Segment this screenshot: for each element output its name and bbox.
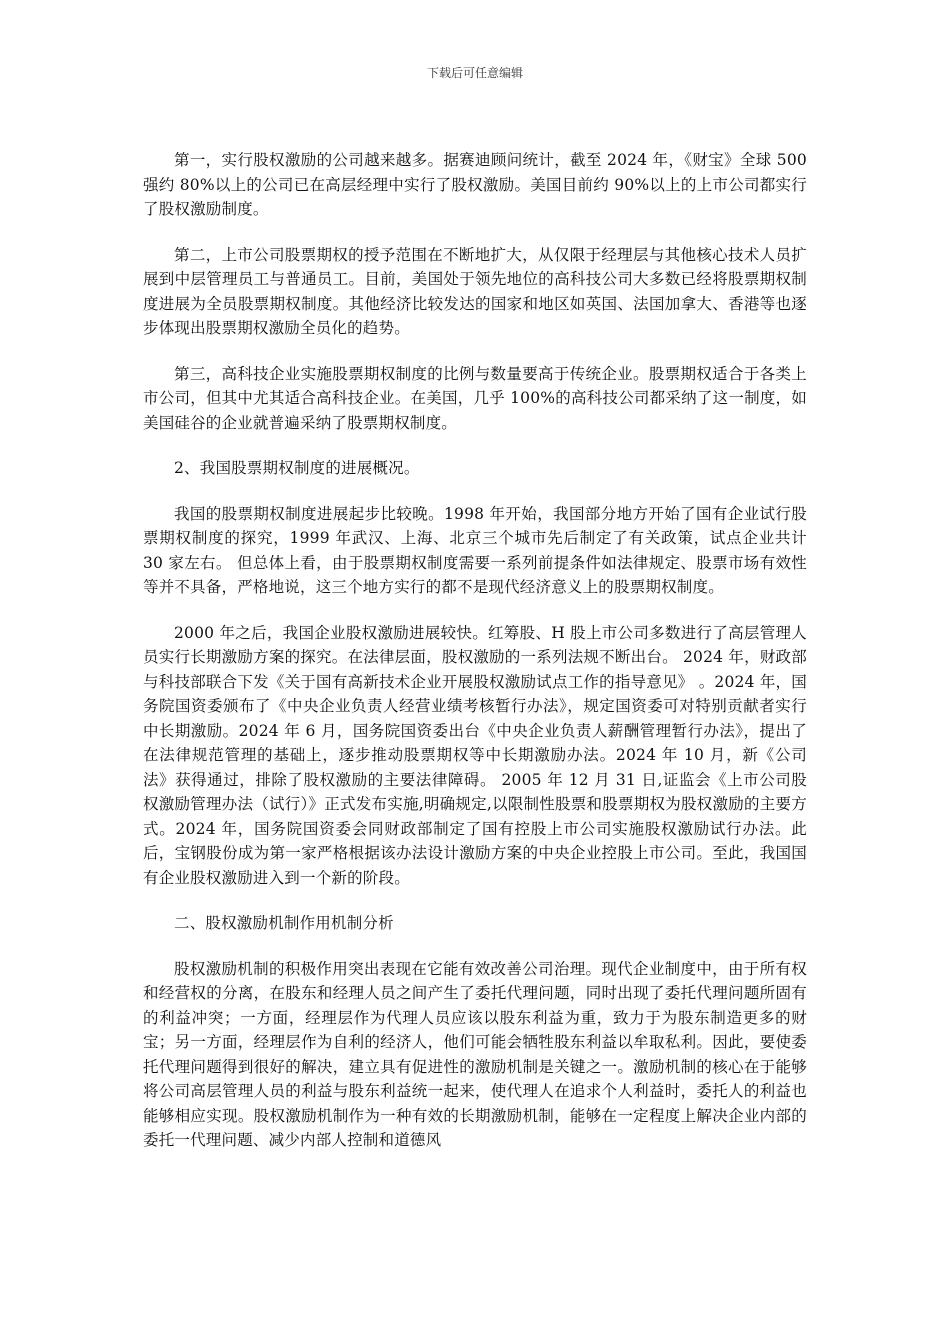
document-body <box>143 148 807 1174</box>
paragraph-trend-3: 第三，高科技企业实施股票期权制度的比例与数量要高于传统企业。股票期权适合于各类上市公司，但其中尤其适合高科技企业。在美国，几乎 100%的高科技公司都采纳了这一制度，如美国硅谷的企业就普遍采纳了股票期权制度。 <box>143 364 807 432</box>
paragraph-mechanism: 股权激励机制的积极作用突出表现在它能有效改善公司治理。现代企业制度中，由于所有权和经营权的分离，在股东和经理人员之间产生了委托代理问题，同时出现了委托代理问题所固有的利益冲突；一方面，经理层作为代理人员应该以股东利益为重，致力于为股东制造更多的财宝；另一方面，经理层作为自利的经济人，他们可能会牺牲股东利益以牟取私利。因此，要使委托代理问题得到很好的解决，建立具有促进性的激励机制是关键之一。激励机制的核心在于能够将公司高层管理人员的利益与股东利益统一起来，使代理人在追求个人利益时，委托人的利益也能够相应实现。股权激励机制作为一种有效的长期激励机制，能够在一定程度上解决企业内部的委托一代理问题、减少内部人控制和道德风 <box>143 959 807 1149</box>
paragraph-trend-2: 第二，上市公司股票期权的授予范围在不断地扩大，从仅限于经理层与其他核心技术人员扩展到中层管理员工与普通员工。目前，美国处于领先地位的高科技公司大多数已经将股票期权制度进展为全员股票期权制度。其他经济比较发达的国家和地区如英国、法国加拿大、香港等也逐步体现出股票期权激励全员化的趋势。 <box>143 245 807 337</box>
header-note: 下载后可任意编辑 <box>426 66 523 80</box>
paragraph-domestic-after-2000: 2000 年之后，我国企业股权激励进展较快。红筹股、H 股上市公司多数进行了高层管理人员实行长期激励方案的探究。在法律层面，股权激励的一系列法规不断出台。 2024 年，财政部与科技部联合下发《关于国有高新技术企业开展股权激励试点工作的指导意见》 。2024 年，国务院国资委颁布了《中央企业负责人经营业绩考核暂行办法》，规定国资委可对特别贡献者实行中长期激励。2024 年 6 月，国务院国资委出台《中央企业负责人薪酬管理暂行办法》，提出了在法律规范管理的基础上，逐步推动股票期权等中长期激励办法。2024 年 10 月，新《公司法》获得通过，排除了股权激励的主要法律障碍。 2005 年 12 月 31 日,证监会《上市公司股权激励管理办法（试行）》正式发布实施,明确规定,以限制性股票和股票期权为股权激励的主要方式。2024 年，国务院国资委会同财政部制定了国有控股上市公司实施股权激励试行办法。此后，宝钢股份成为第一家严格根据该办法设计激励方案的中央企业控股上市公司。至此，我国国有企业股权激励进入到一个新的阶段。 <box>143 623 807 887</box>
paragraph-trend-1: 第一，实行股权激励的公司越来越多。据赛迪顾问统计，截至 2024 年，《财宝》全球 500 强约 80%以上的公司已在高层经理中实行了股权激励。美国目前约 90%以上的上市公司都实行了股权激励制度。 <box>143 151 807 218</box>
section-heading-mechanism: 二、股权激励机制作用机制分析 <box>174 914 394 932</box>
paragraph-domestic-start: 我国的股票期权制度进展起步比较晚。1998 年开始，我国部分地方开始了国有企业试行股票期权制度的探究，1999 年武汉、上海、北京三个城市先后制定了有关政策，试点企业共计 30 家左右。 但总体上看，由于股票期权制度需要一系列前提条件如法律规定、股票市场有效性等并不具备，严格地说，这三个地方实行的都不是现代经济意义上的股票期权制度。 <box>143 504 807 596</box>
section-heading-domestic: 2、我国股票期权制度的进展概况。 <box>174 459 420 477</box>
